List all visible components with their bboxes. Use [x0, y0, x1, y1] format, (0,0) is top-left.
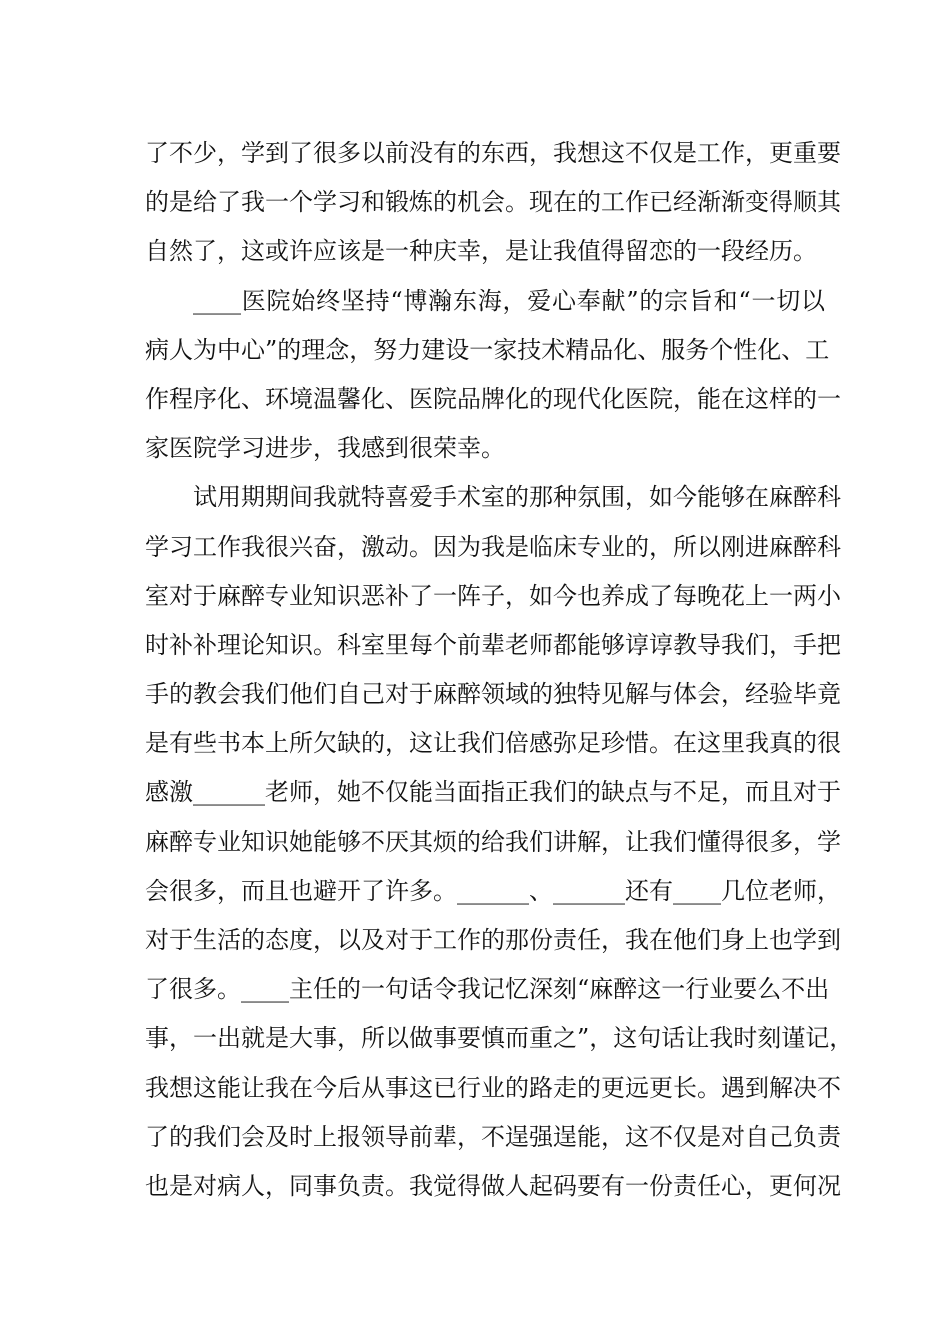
text-line-13: 是有些书本上所欠缺的，这让我们倍感弥足珍惜。在这里我真的很 — [145, 729, 841, 758]
text-line-14: 感激______老师，她不仅能当面指正我们的缺点与不足，而且对于 — [145, 778, 841, 807]
text-line-18: 了很多。____主任的一句话令我记忆深刻“麻醉这一行业要么不出 — [145, 975, 830, 1004]
text-line-17: 对于生活的态度，以及对于工作的那份责任，我在他们身上也学到 — [145, 926, 841, 954]
body-text — [145, 129, 854, 1211]
text-line-6: 作程序化、环境温馨化、医院品牌化的现代化医院，能在这样的一 — [145, 384, 841, 413]
text-line-16: 会很多，而且也避开了许多。______、______还有____几位老师， — [145, 876, 841, 905]
text-line-1: 了不少，学到了很多以前没有的东西，我想这不仅是工作，更重要 — [145, 139, 841, 167]
text-line-21: 了的我们会及时上报领导前辈，不逞强逞能，这不仅是对自己负责 — [145, 1122, 841, 1151]
text-line-20: 我想这能让我在今后从事这已行业的路走的更远更长。遇到解决不 — [145, 1073, 841, 1102]
text-line-9: 学习工作我很兴奋，激动。因为我是临床专业的，所以刚进麻醉科 — [145, 532, 841, 561]
text-line-8: 试用期期间我就特喜爱手术室的那种氛围，如今能够在麻醉科 — [193, 483, 841, 512]
text-line-5: 病人为中心”的理念，努力建设一家技术精品化、服务个性化、工 — [145, 335, 830, 364]
text-line-4: ____医院始终坚持“博瀚东海，爱心奉献”的宗旨和“一切以 — [193, 286, 825, 315]
text-line-11: 时补补理论知识。科室里每个前辈老师都能够谆谆教导我们，手把 — [145, 630, 841, 659]
text-line-22: 也是对病人，同事负责。我觉得做人起码要有一份责任心，更何况 — [145, 1171, 841, 1200]
text-line-12: 手的教会我们他们自己对于麻醉领域的独特见解与体会，经验毕竟 — [145, 680, 841, 709]
text-line-7: 家医院学习进步，我感到很荣幸。 — [145, 434, 505, 463]
text-line-3: 自然了，这或许应该是一种庆幸，是让我值得留恋的一段经历。 — [145, 237, 817, 266]
text-line-2: 的是给了我一个学习和锻炼的机会。现在的工作已经渐渐变得顺其 — [145, 188, 841, 217]
text-line-19: 事，一出就是大事，所以做事要慎而重之”，这句话让我时刻谨记， — [145, 1024, 854, 1053]
text-line-10: 室对于麻醉专业知识恶补了一阵子，如今也养成了每晚花上一两小 — [145, 581, 841, 610]
text-line-15: 麻醉专业知识她能够不厌其烦的给我们讲解，让我们懂得很多，学 — [145, 827, 841, 856]
